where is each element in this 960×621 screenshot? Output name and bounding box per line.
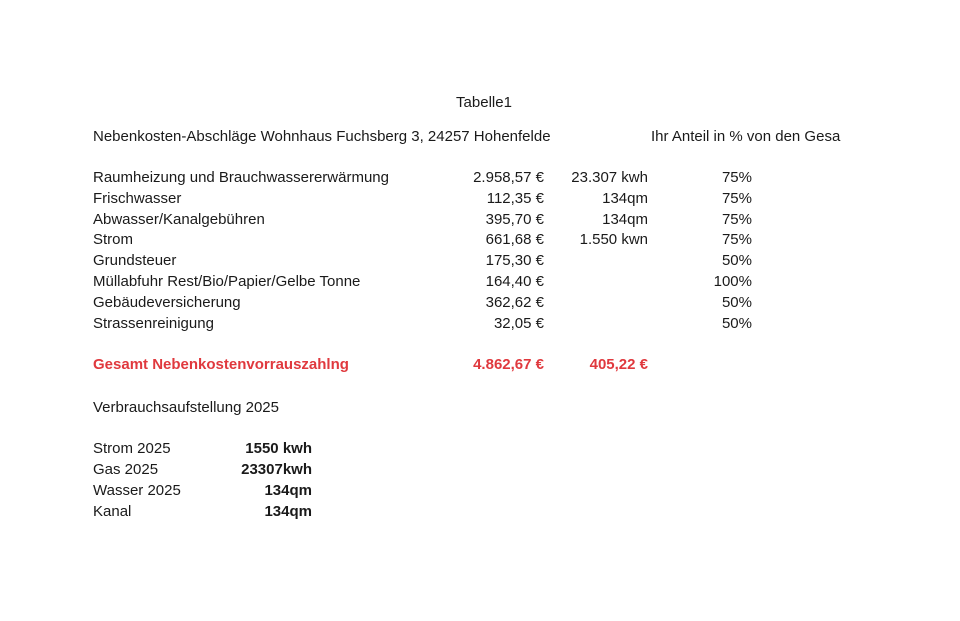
document-heading: Nebenkosten-Abschläge Wohnhaus Fuchsberg 3, 24257 Hohenfelde [93, 128, 551, 145]
consumption-title: Verbrauchsaufstellung 2025 [93, 399, 279, 416]
cost-share-percent: 50% [721, 252, 752, 270]
sheet-title: Tabelle1 [456, 94, 512, 111]
total-label: Gesamt Nebenkostenvorrauszahlng [93, 356, 349, 373]
cost-label: Abwasser/Kanalgebühren [93, 210, 265, 228]
consumption-label: Kanal [93, 503, 132, 520]
cost-share-percent: 50% [721, 293, 752, 311]
cost-amount: 2.958,57 € [473, 169, 544, 186]
cost-share-percent: 50% [721, 314, 752, 332]
cost-share-percent: 100% [713, 273, 752, 290]
cost-label: Strom [93, 231, 134, 249]
cost-row [0, 252, 960, 273]
cost-share-percent: 75% [721, 169, 752, 186]
cost-share-percent: 75% [721, 231, 752, 249]
consumption-label: Strom 2025 [93, 440, 171, 457]
share-column-heading: Ihr Anteil in % von den Gesa [651, 128, 841, 145]
cost-amount: 395,70 € [485, 210, 544, 228]
cost-label: Frischwasser [93, 189, 182, 207]
consumption-value: 1550 kwh [245, 440, 312, 457]
total-row [0, 356, 960, 377]
cost-row [0, 169, 960, 190]
cost-quantity: 1.550 kwn [579, 231, 648, 249]
cost-amount: 32,05 € [493, 314, 544, 332]
consumption-value: 134qm [264, 482, 312, 499]
cost-row [0, 315, 960, 336]
cost-amount: 661,68 € [485, 231, 544, 249]
consumption-value: 23307kwh [241, 461, 312, 478]
cost-row [0, 211, 960, 232]
consumption-value: 134qm [264, 503, 312, 520]
total-share: 405,22 € [589, 356, 648, 373]
cost-quantity: 134qm [602, 210, 648, 228]
cost-row [0, 190, 960, 211]
consumption-label: Gas 2025 [93, 461, 159, 478]
cost-label: Grundsteuer [93, 252, 177, 270]
cost-share-percent: 75% [721, 189, 752, 207]
cost-amount: 175,30 € [485, 252, 544, 270]
cost-row [0, 231, 960, 252]
cost-quantity: 134qm [602, 189, 648, 207]
cost-row [0, 273, 960, 294]
cost-label: Gebäudeversicherung [93, 293, 241, 311]
cost-amount: 362,62 € [485, 293, 544, 311]
cost-row [0, 294, 960, 315]
total-amount: 4.862,67 € [473, 356, 544, 373]
cost-label: Müllabfuhr Rest/Bio/Papier/Gelbe Tonne [93, 273, 361, 290]
cost-share-percent: 75% [721, 210, 752, 228]
consumption-label: Wasser 2025 [93, 482, 181, 499]
cost-amount: 164,40 € [485, 273, 544, 290]
cost-label: Raumheizung und Brauchwassererwärmung [93, 169, 389, 186]
cost-quantity: 23.307 kwh [571, 169, 648, 186]
cost-amount: 112,35 € [486, 189, 544, 207]
cost-label: Strassenreinigung [93, 314, 214, 332]
